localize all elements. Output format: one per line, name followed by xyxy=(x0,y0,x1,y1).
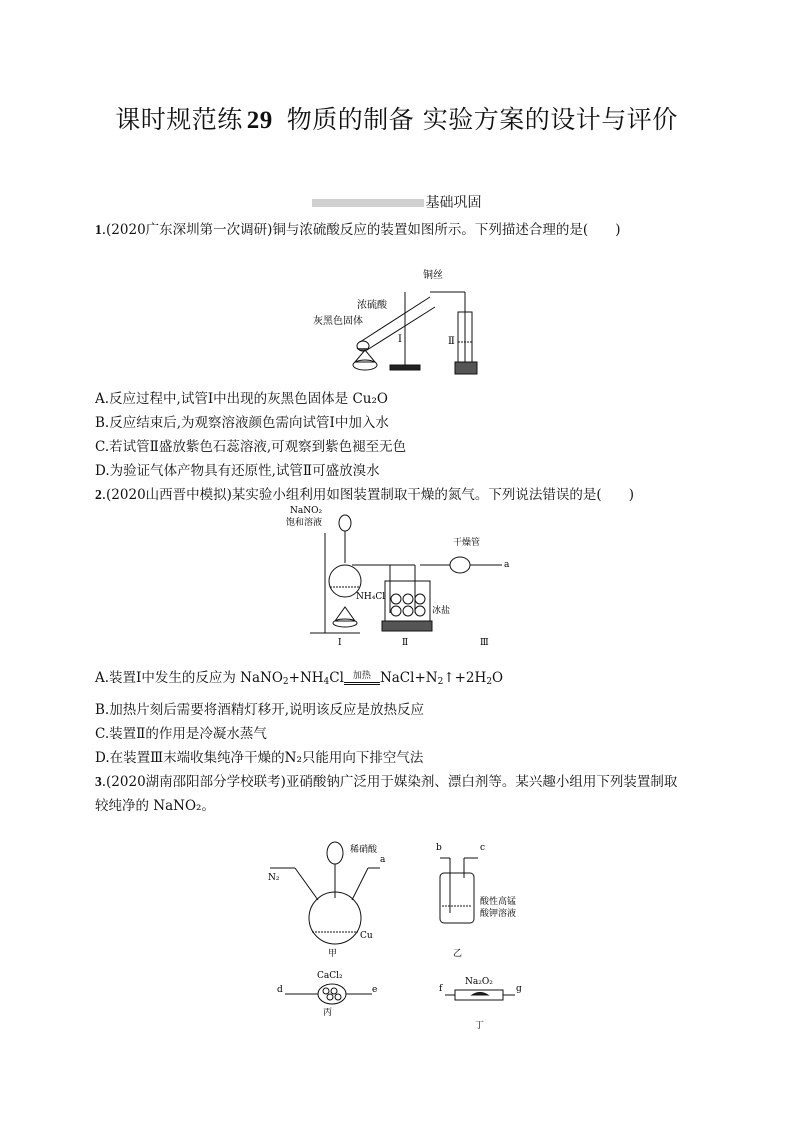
label-a: a xyxy=(380,855,386,865)
q2-stem: 2.(2020山西晋中模拟)某实验小组利用如图装置制取干燥的氮气。下列说法错误的是( ) xyxy=(95,487,634,503)
label-jia: 甲 xyxy=(328,949,338,959)
label-dilute-nitric: 稀硝酸 xyxy=(350,845,378,855)
label-n2: N₂ xyxy=(268,873,280,883)
label-kmno4-1: 酸性高锰 xyxy=(480,897,517,907)
label-tube-1: Ⅰ xyxy=(398,334,402,345)
q2-option-d: D.在装置Ⅲ末端收集纯净干燥的N₂只能用向下排空气法 xyxy=(95,750,424,766)
label-dryer: 干燥管 xyxy=(453,538,481,548)
label-unit-3: Ⅲ xyxy=(480,638,489,648)
label-a: a xyxy=(504,560,510,570)
section-bar xyxy=(312,199,424,207)
reaction-condition: 加热 xyxy=(344,672,380,685)
q3-stem-line2: 较纯净的 NaNO₂。 xyxy=(95,798,215,814)
q1-option-d: D.为验证气体产物具有还原性,试管Ⅱ可盛放溴水 xyxy=(95,463,380,479)
q1-option-c: C.若试管Ⅱ盛放紫色石蕊溶液,可观察到紫色褪至无色 xyxy=(95,439,407,455)
label-na2o2: Na₂O₂ xyxy=(465,977,493,987)
label-copper-wire: 铜丝 xyxy=(423,270,443,281)
label-yi: 乙 xyxy=(453,949,463,959)
label-cu: Cu xyxy=(360,931,373,941)
label-cacl2: CaCl₂ xyxy=(317,971,343,981)
label-tube-2: Ⅱ xyxy=(448,336,455,347)
q3-stem-line1: 3.(2020湖南邵阳部分学校联考)亚硝酸钠广泛用于媒染剂、漂白剂等。某兴趣小组用下列装置制取 xyxy=(95,774,678,790)
label-unit-1: Ⅰ xyxy=(338,638,342,648)
q2-apparatus-figure xyxy=(280,503,520,648)
label-g: g xyxy=(516,984,522,994)
label-nh4cl: NH₄Cl xyxy=(356,592,386,602)
label-saturated: 饱和溶液 xyxy=(286,518,323,528)
q2-option-a: A.装置Ⅰ中发生的反应为 $NaNO_2+NH_4Cl$ 加热 $NaCl+N_2↑+2H_2O$ xyxy=(95,670,504,687)
q2-option-c: C.装置Ⅱ的作用是冷凝水蒸气 xyxy=(95,726,267,742)
q1-apparatus-figure xyxy=(305,262,505,377)
page-title: 课时规范练 29 物质的制备 实验方案的设计与评价 xyxy=(115,105,678,134)
section-heading: 基础巩固 xyxy=(0,192,793,212)
label-d: d xyxy=(277,985,283,995)
label-ding: 丁 xyxy=(475,1021,485,1031)
q1-option-a: A.反应过程中,试管Ⅰ中出现的灰黑色固体是 Cu₂O xyxy=(95,391,388,407)
q1-stem: 1.(2020广东深圳第一次调研)铜与浓硫酸反应的装置如图所示。下列描述合理的是( ) xyxy=(95,222,621,238)
label-bing: 丙 xyxy=(323,1008,333,1018)
label-ice-salt: 冰盐 xyxy=(432,606,451,616)
label-grey-solid: 灰黑色固体 xyxy=(313,316,363,327)
label-b: b xyxy=(436,843,442,853)
q2-option-b: B.加热片刻后需要将酒精灯移开,说明该反应是放热反应 xyxy=(95,702,425,718)
label-c: c xyxy=(480,843,486,853)
label-conc-acid: 浓硫酸 xyxy=(357,300,387,311)
label-nano2: NaNO₂ xyxy=(290,506,323,516)
label-kmno4-2: 酸钾溶液 xyxy=(480,909,517,919)
q1-option-b: B.反应结束后,为观察溶液颜色需向试管Ⅰ中加入水 xyxy=(95,415,389,431)
label-e: e xyxy=(372,985,378,995)
label-unit-2: Ⅱ xyxy=(402,638,409,648)
label-f: f xyxy=(439,984,443,994)
q3-apparatus-figure xyxy=(260,838,540,1033)
